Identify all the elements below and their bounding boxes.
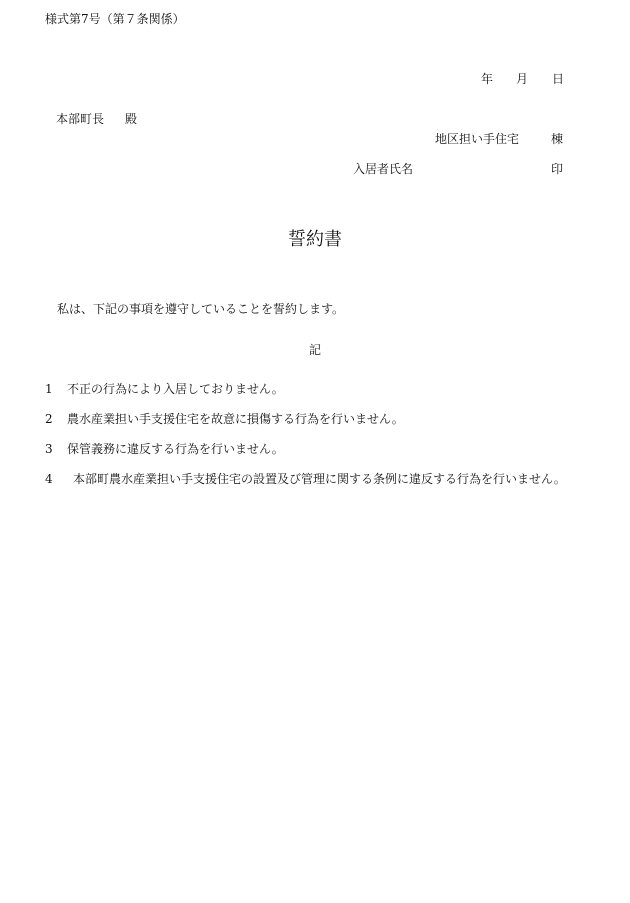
item-text: 農水産業担い手支援住宅を故意に損傷する行為を行いません。 <box>67 412 404 426</box>
housing-label: 地区担い手住宅 <box>435 132 520 146</box>
ki-heading: 記 <box>308 343 321 357</box>
item-text: 保管義務に違反する行為を行いません。 <box>67 442 284 456</box>
document-title: 誓約書 <box>288 229 342 250</box>
addressee-honorific: 殿 <box>125 112 138 126</box>
housing-unit-label: 棟 <box>551 132 564 146</box>
form-number-label: 様式第7号（第７条関係） <box>45 12 185 26</box>
item-text: 本部町農水産業担い手支援住宅の設置及び管理に関する条例に違反する行為を行いません。 <box>73 472 566 486</box>
item-number: 2 <box>45 412 53 426</box>
date-month-label: 月 <box>516 72 529 86</box>
addressee-name: 本部町長 <box>56 112 105 126</box>
date-day-label: 日 <box>552 72 565 86</box>
seal-mark: 印 <box>551 162 564 176</box>
item-number: 1 <box>45 382 53 396</box>
item-number: 4 <box>45 472 53 486</box>
item-number: 3 <box>45 442 53 456</box>
resident-name-label: 入居者氏名 <box>353 162 414 176</box>
item-text: 不正の行為により入居しておりません。 <box>67 382 284 396</box>
date-year-label: 年 <box>481 72 494 86</box>
declaration-text: 私は、下記の事項を遵守していることを誓約します。 <box>57 302 345 316</box>
